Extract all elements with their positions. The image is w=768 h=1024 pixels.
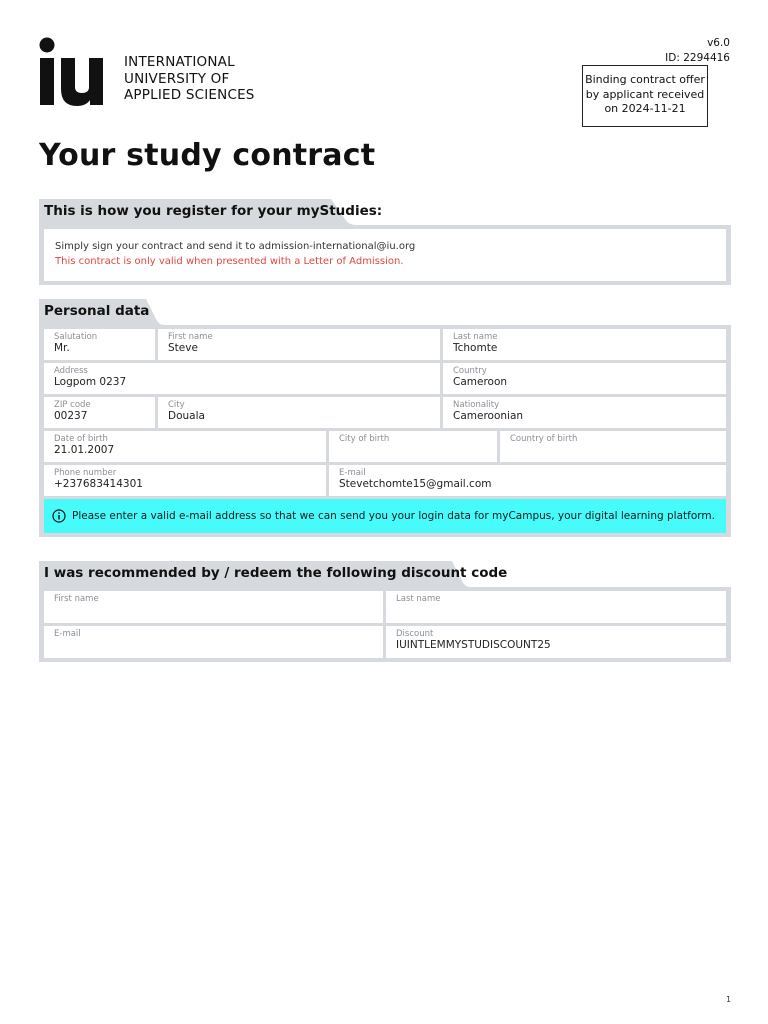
form-row (44, 397, 726, 428)
section-tab (39, 199, 731, 225)
form-row (44, 465, 726, 496)
field-value: Steve (168, 342, 198, 354)
field-label: Date of birth (54, 434, 108, 444)
address-field[interactable] (44, 363, 440, 394)
section-heading: This is how you register for your myStudies: (44, 203, 383, 219)
form-row (44, 626, 726, 658)
referrer-email-field[interactable] (44, 626, 383, 658)
field-label: Salutation (54, 332, 98, 342)
field-value: IUINTLEMMYSTUDISCOUNT25 (396, 639, 551, 651)
date-of-birth-field[interactable] (44, 431, 326, 462)
field-value: Logpom 0237 (54, 376, 127, 388)
field-value: Tchomte (453, 342, 498, 354)
field-label: E-mail (54, 629, 81, 639)
field-label: First name (54, 594, 99, 604)
binding-line: on 2024-11-21 (604, 102, 686, 115)
field-value: Cameroon (453, 376, 508, 388)
register-instruction: Simply sign your contract and send it to admission-international@iu.org (55, 241, 416, 252)
field-value: 21.01.2007 (54, 444, 115, 456)
zip-code-field[interactable] (44, 397, 155, 428)
country-of-birth-field[interactable] (500, 431, 726, 462)
phone-number-field[interactable] (44, 465, 326, 496)
iu-logo (39, 37, 269, 107)
form-row (44, 591, 726, 623)
personal-data-panel (39, 325, 731, 537)
document-version-block (665, 36, 730, 66)
last-name-field[interactable] (443, 329, 726, 360)
logo-line: APPLIED SCIENCES (124, 87, 255, 103)
referrer-last-name-field[interactable] (386, 591, 726, 623)
section-heading: I was recommended by / redeem the following discount code (44, 565, 508, 581)
city-of-birth-field[interactable] (329, 431, 497, 462)
validity-warning: This contract is only valid when presented with a Letter of Admission. (55, 256, 404, 267)
field-value: +237683414301 (54, 478, 143, 490)
email-info-banner (44, 499, 726, 533)
salutation-field[interactable] (44, 329, 155, 360)
register-section (39, 199, 731, 285)
country-field[interactable] (443, 363, 726, 394)
field-value: Stevetchomte15@gmail.com (339, 478, 492, 490)
field-label: Last name (396, 594, 441, 604)
section-heading: Personal data (44, 303, 150, 319)
register-panel (39, 225, 731, 285)
field-label: City (168, 400, 185, 410)
first-name-field[interactable] (158, 329, 440, 360)
register-box (44, 229, 726, 281)
city-field[interactable] (158, 397, 440, 428)
field-value: Cameroonian (453, 410, 524, 422)
form-row (44, 431, 726, 462)
field-value: Douala (168, 410, 205, 422)
page-number: 1 (726, 995, 732, 1004)
recommendation-panel (39, 587, 731, 662)
field-value: Mr. (54, 342, 70, 354)
field-label: Address (54, 366, 88, 376)
binding-offer-box (582, 65, 708, 127)
field-label: Nationality (453, 400, 500, 410)
section-tab (39, 561, 731, 587)
field-label: E-mail (339, 468, 366, 478)
version-label: v6.0 (707, 37, 730, 49)
field-label: City of birth (339, 434, 390, 444)
field-label: Last name (453, 332, 498, 342)
logo-line: INTERNATIONAL (124, 54, 235, 70)
logo-wordmark (124, 54, 255, 104)
binding-line: by applicant received (585, 87, 705, 101)
info-text: Please enter a valid e-mail address so that we can send you your login data for myCampus, your digital learning platform. (72, 510, 715, 522)
section-tab (39, 299, 731, 325)
recommendation-section (39, 561, 731, 662)
form-row (44, 363, 726, 394)
personal-data-section (39, 299, 731, 537)
form-row (44, 329, 726, 360)
info-icon (52, 509, 66, 523)
field-label: Phone number (54, 468, 117, 478)
nationality-field[interactable] (443, 397, 726, 428)
field-label: Discount (396, 629, 434, 639)
iu-logo-mark (39, 37, 119, 107)
document-id: ID: 2294416 (665, 52, 730, 64)
field-label: ZIP code (54, 400, 91, 410)
logo-line: UNIVERSITY OF (124, 70, 230, 87)
field-label: First name (168, 332, 213, 342)
field-value: 00237 (54, 410, 88, 422)
referrer-first-name-field[interactable] (44, 591, 383, 623)
page-title: Your study contract (39, 138, 376, 173)
field-label: Country of birth (510, 434, 578, 444)
field-label: Country (453, 366, 487, 376)
email-field[interactable] (329, 465, 726, 496)
binding-line: Binding contract offer (585, 73, 705, 86)
discount-code-field[interactable] (386, 626, 726, 658)
